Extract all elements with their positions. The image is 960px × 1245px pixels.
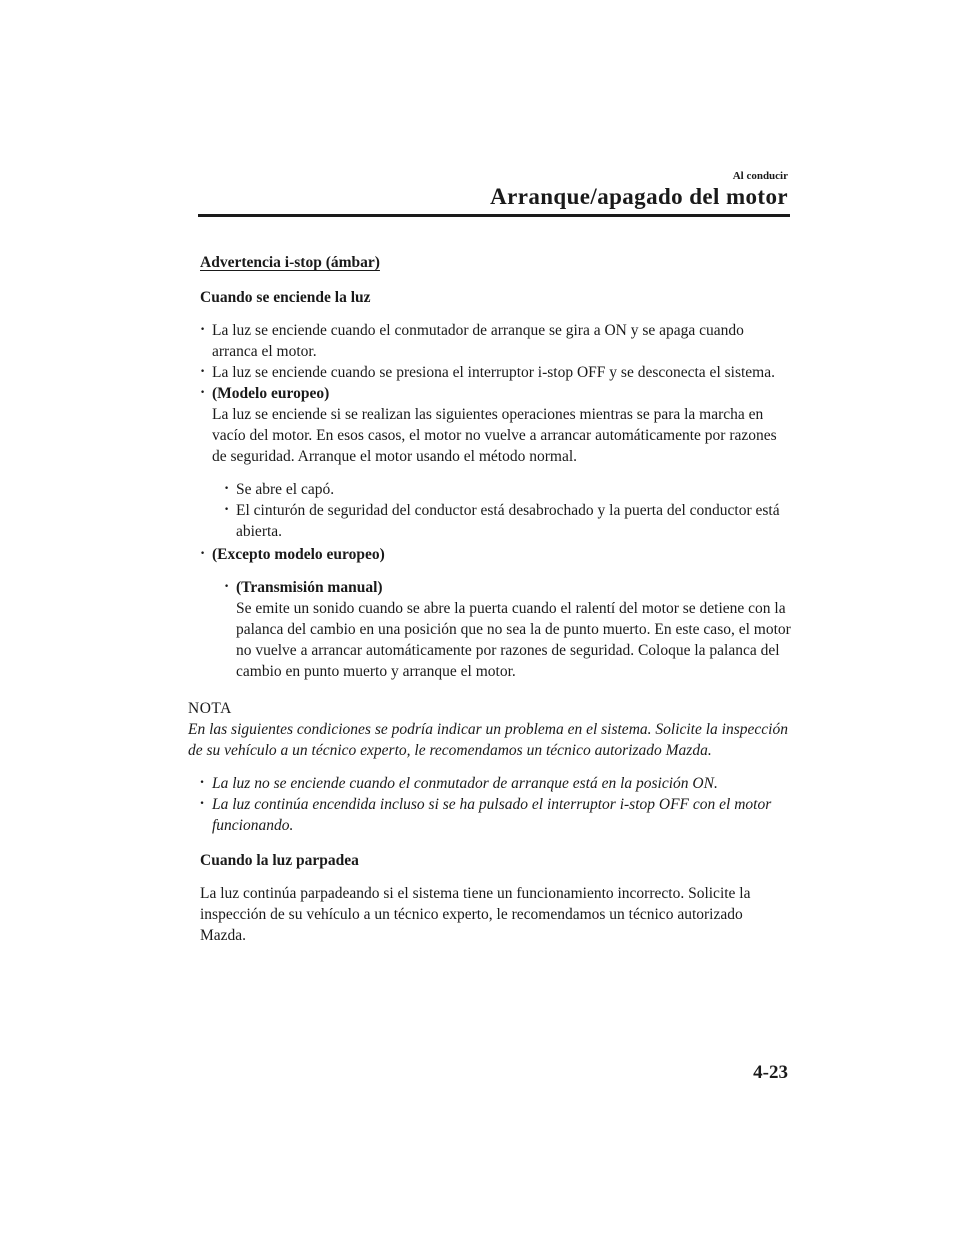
manual-title: · (Transmisión manual) [236, 579, 383, 596]
header-divider [198, 214, 790, 217]
manual-text: Se emite un sonido cuando se abre la puerta cuando el ralentí del motor se detiene con la palanca del cambio en una posición que no sea la de punto muerto. En este caso, el motor no vuelve a arrancar automáticamente por razones de seguridad. Coloque la palanca del cambio en punto muerto y arranque el motor. [236, 600, 791, 680]
list-item: · La luz no se enciende cuando el conmutador de arranque está en la posición ON. [200, 773, 792, 794]
page-title: Arranque/apagado del motor [490, 184, 788, 209]
note-text: En las siguientes condiciones se podría indicar un problema en el sistema. Solicite la inspección de su vehículo a un técnico experto, le recomendamos un técnico autorizado Mazda. [188, 721, 788, 759]
list-item: · La luz se enciende cuando el conmutador de arranque se gira a ON y se apaga cuando arranca el motor. [200, 320, 792, 362]
list-item: · La luz se enciende cuando se presiona el interruptor i-stop OFF y se desconecta el sistema. [200, 362, 792, 383]
list-item: · Se abre el capó. [224, 479, 792, 500]
blink-heading: Cuando la luz parpadea [200, 852, 359, 869]
european-title: · (Modelo europeo) [212, 385, 330, 402]
section-title: Advertencia i-stop (ámbar) [200, 254, 380, 271]
list-item-manual [224, 577, 792, 682]
note-list [200, 773, 792, 836]
note-label: NOTA [188, 700, 232, 717]
list-item-non-european [200, 544, 792, 682]
blink-text: La luz continúa parpadeando si el sistema tiene un funcionamiento incorrecto. Solicite la inspección de su vehículo a un técnico experto, le recomendamos un técnico autorizado Mazda. [200, 885, 751, 944]
list-item-european [200, 383, 792, 542]
non-european-title: · (Excepto modelo europeo) [212, 546, 385, 563]
non-european-list [212, 577, 792, 682]
list-item: · La luz continúa encendida incluso si se ha pulsado el interruptor i-stop OFF con el motor funcionando. [200, 794, 792, 836]
page-number: 4-23 [753, 1062, 788, 1083]
european-conditions-list [212, 479, 792, 542]
chapter-label: Al conducir [732, 170, 788, 182]
list-item: · El cinturón de seguridad del conductor está desabrochado y la puerta del conductor está abierta. [224, 500, 792, 542]
european-text: La luz se enciende si se realizan las siguientes operaciones mientras se para la marcha en vacío del motor. En esos casos, el motor no vuelve a arrancar automáticamente por razones de seguridad. Arranque el motor usando el método normal. [212, 406, 777, 465]
note-block [188, 698, 792, 836]
page-content [188, 252, 792, 946]
light-on-list [200, 320, 792, 682]
when-on-heading: Cuando se enciende la luz [200, 289, 371, 306]
